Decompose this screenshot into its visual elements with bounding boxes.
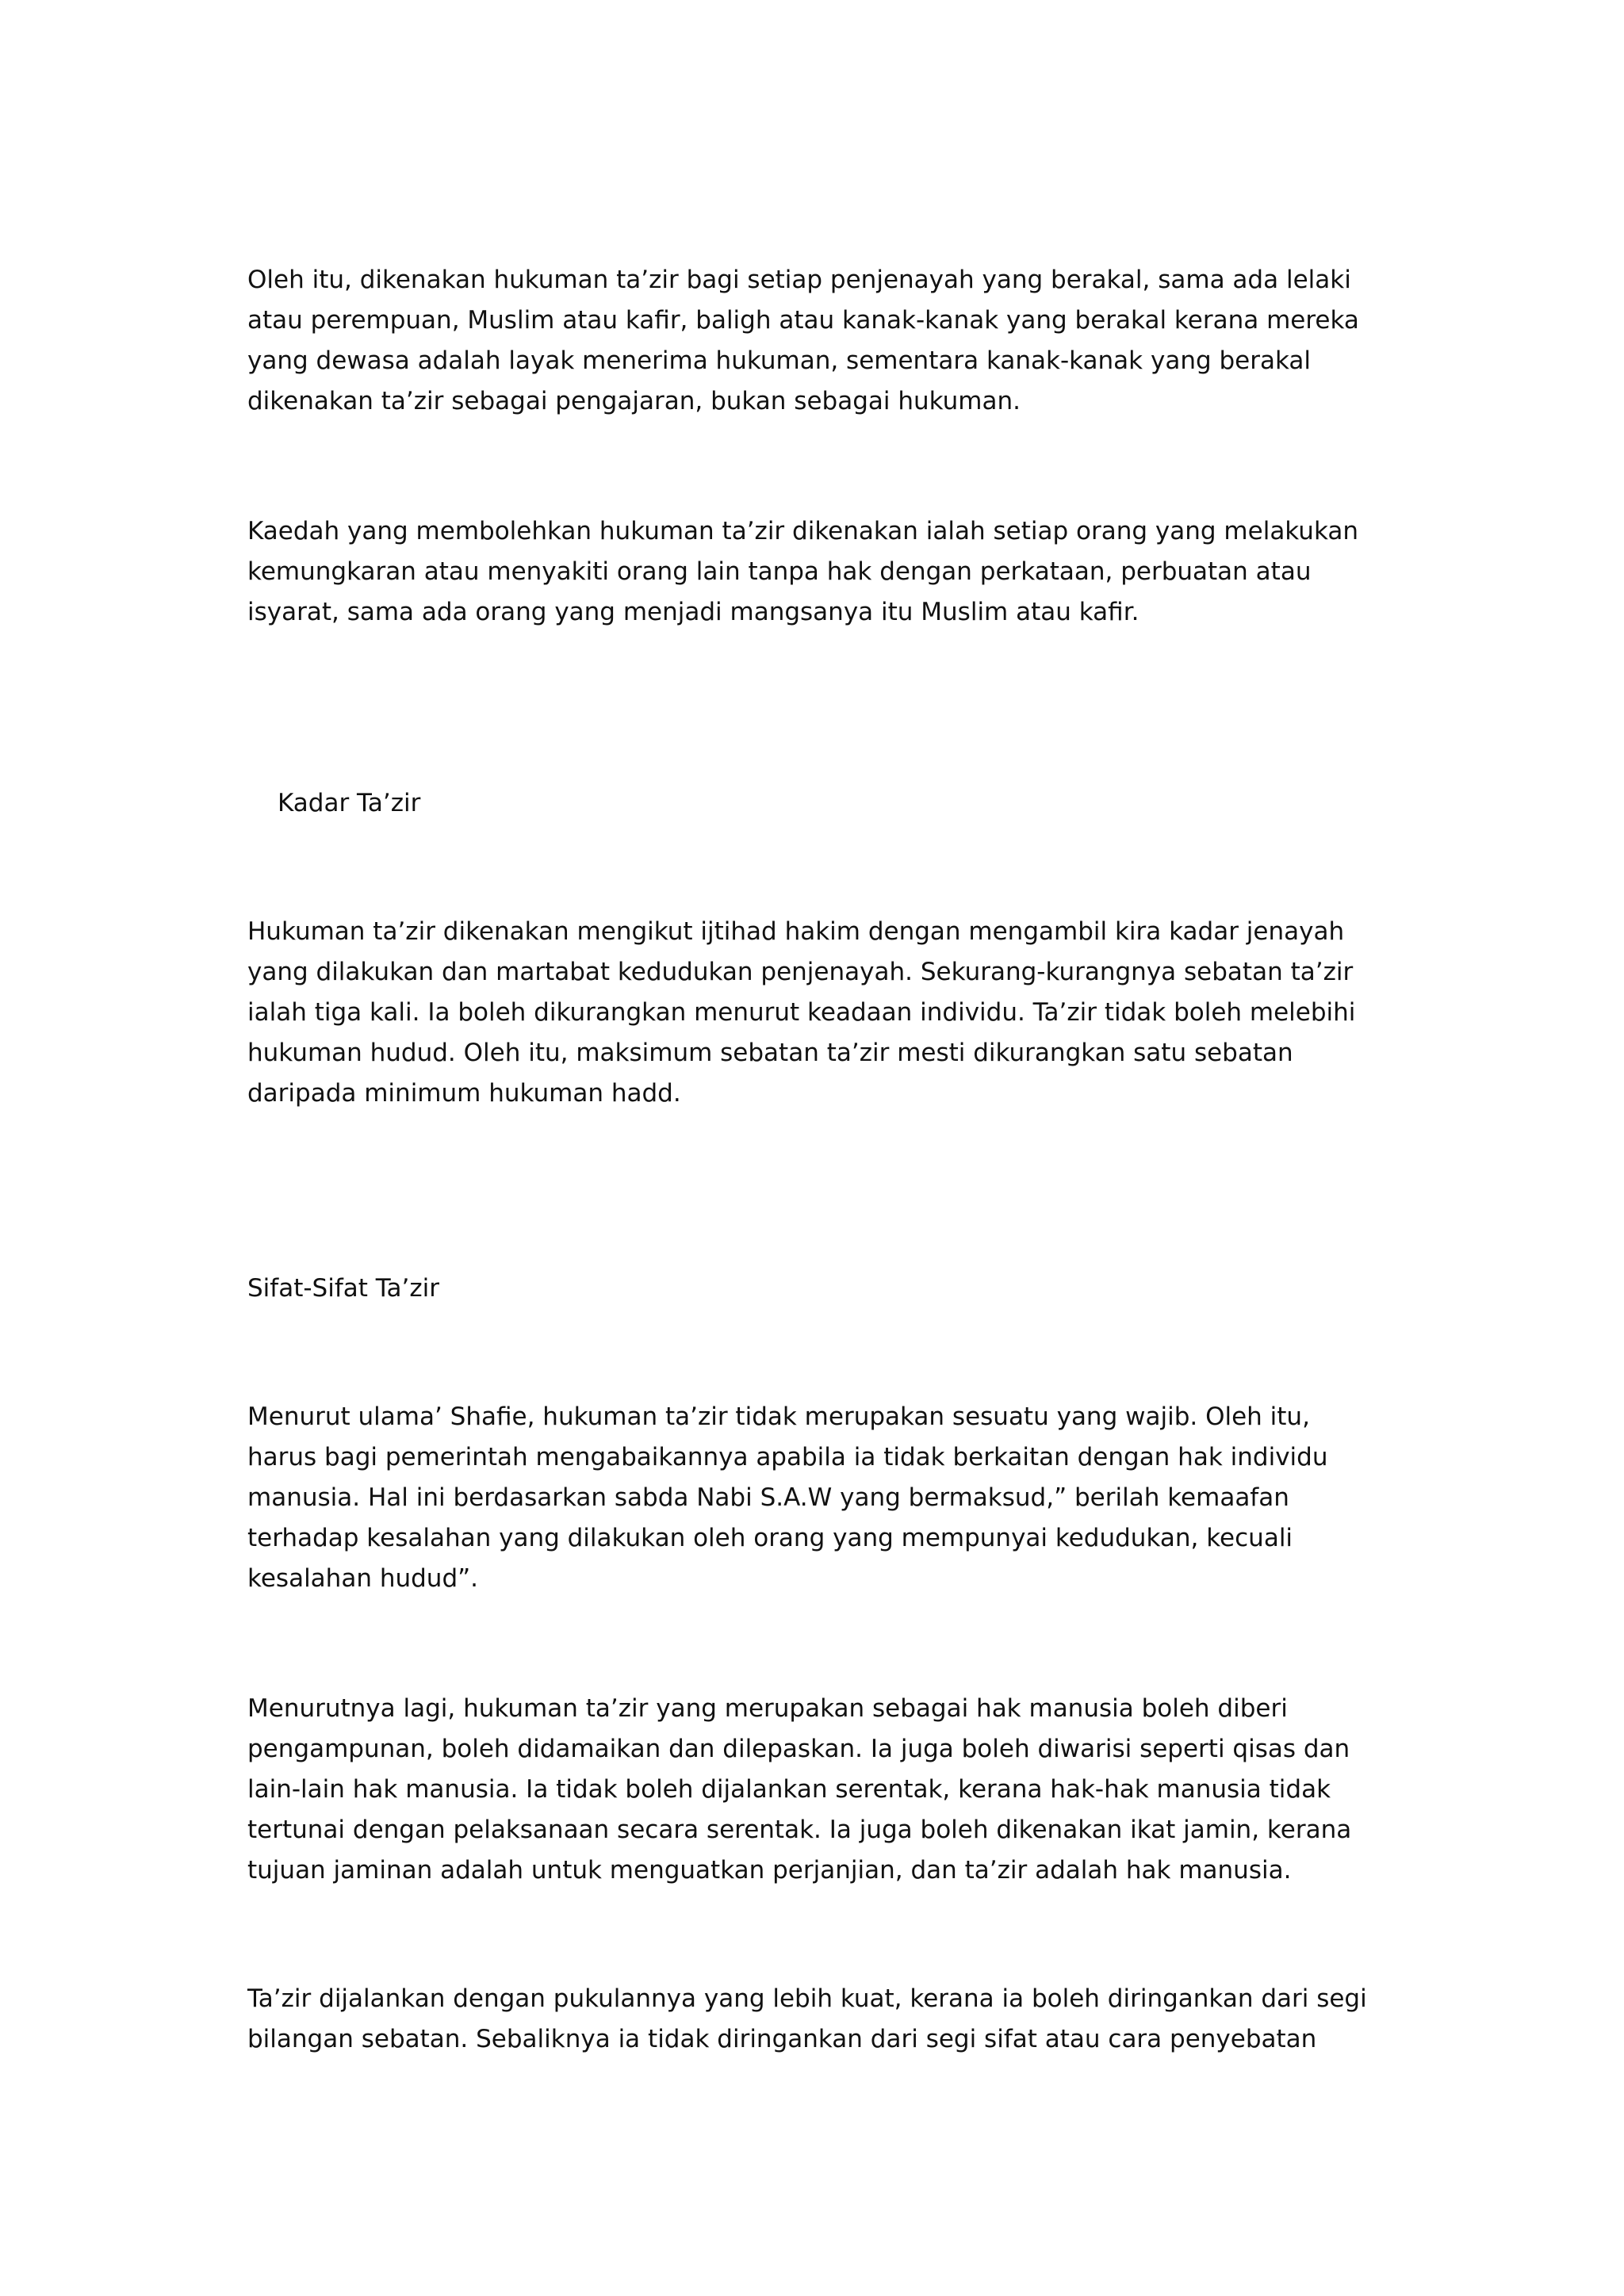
paragraph-line: Kaedah yang membolehkan hukuman ta’zir dikenakan ialah setiap orang yang melakukan bbox=[247, 517, 1359, 545]
paragraph-line: ialah tiga kali. Ia boleh dikurangkan menurut keadaan individu. Ta’zir tidak boleh melebihi bbox=[247, 998, 1356, 1027]
paragraph-line: Menurutnya lagi, hukuman ta’zir yang merupakan sebagai hak manusia boleh diberi bbox=[247, 1694, 1288, 1723]
paragraph-1 bbox=[247, 260, 1389, 422]
paragraph-2 bbox=[247, 511, 1389, 633]
paragraph-line: Menurut ulama’ Shafie, hukuman ta’zir tidak merupakan sesuatu yang wajib. Oleh itu, bbox=[247, 1402, 1310, 1431]
paragraph-line: Ta’zir dijalankan dengan pukulannya yang lebih kuat, kerana ia boleh diringankan dari segi bbox=[247, 1984, 1367, 2013]
paragraph-line: dikenakan ta’zir sebagai pengajaran, bukan sebagai hukuman. bbox=[247, 387, 1021, 415]
paragraph-line: hukuman hudud. Oleh itu, maksimum sebatan ta’zir mesti dikurangkan satu sebatan bbox=[247, 1039, 1293, 1067]
paragraph-line: Hukuman ta’zir dikenakan mengikut ijtihad hakim dengan mengambil kira kadar jenayah bbox=[247, 917, 1345, 946]
paragraph-line: yang dilakukan dan martabat kedudukan penjenayah. Sekurang-kurangnya sebatan ta’zir bbox=[247, 958, 1354, 986]
paragraph-line: harus bagi pemerintah mengabaikannya apabila ia tidak berkaitan dengan hak individu bbox=[247, 1443, 1328, 1471]
paragraph-line: bilangan sebatan. Sebaliknya ia tidak diringankan dari segi sifat atau cara penyebatan bbox=[247, 2025, 1317, 2053]
paragraph-line: kemungkaran atau menyakiti orang lain tanpa hak dengan perkataan, perbuatan atau bbox=[247, 557, 1312, 586]
paragraph-4 bbox=[247, 1397, 1389, 1599]
paragraph-line: atau perempuan, Muslim atau kafir, baligh atau kanak-kanak yang berakal kerana mereka bbox=[247, 306, 1359, 335]
paragraph-line: tujuan jaminan adalah untuk menguatkan perjanjian, dan ta’zir adalah hak manusia. bbox=[247, 1856, 1292, 1885]
paragraph-6 bbox=[247, 1979, 1389, 2060]
paragraph-3 bbox=[247, 912, 1389, 1114]
paragraph-line: kesalahan hudud”. bbox=[247, 1564, 479, 1593]
paragraph-5 bbox=[247, 1689, 1389, 1891]
paragraph-line: isyarat, sama ada orang yang menjadi mangsanya itu Muslim atau kafir. bbox=[247, 598, 1139, 626]
paragraph-line: tertunai dengan pelaksanaan secara serentak. Ia juga boleh dikenakan ikat jamin, kerana bbox=[247, 1816, 1352, 1844]
paragraph-line: manusia. Hal ini berdasarkan sabda Nabi S.A.W yang bermaksud,” berilah kemaafan bbox=[247, 1483, 1289, 1512]
paragraph-line: pengampunan, boleh didamaikan dan dilepaskan. Ia juga boleh diwarisi seperti qisas dan bbox=[247, 1735, 1350, 1763]
paragraph-line: daripada minimum hukuman hadd. bbox=[247, 1079, 681, 1108]
section-heading-sifat-sifat-tazir: Sifat-Sifat Ta’zir bbox=[247, 1274, 440, 1303]
paragraph-line: Oleh itu, dikenakan hukuman ta’zir bagi setiap penjenayah yang berakal, sama ada lelaki bbox=[247, 266, 1351, 294]
paragraph-line: terhadap kesalahan yang dilakukan oleh orang yang mempunyai kedudukan, kecuali bbox=[247, 1524, 1293, 1552]
section-heading-kadar-tazir: Kadar Ta’zir bbox=[278, 789, 421, 817]
paragraph-line: lain-lain hak manusia. Ia tidak boleh dijalankan serentak, kerana hak-hak manusia tidak bbox=[247, 1775, 1331, 1804]
paragraph-line: yang dewasa adalah layak menerima hukuman, sementara kanak-kanak yang berakal bbox=[247, 346, 1312, 375]
